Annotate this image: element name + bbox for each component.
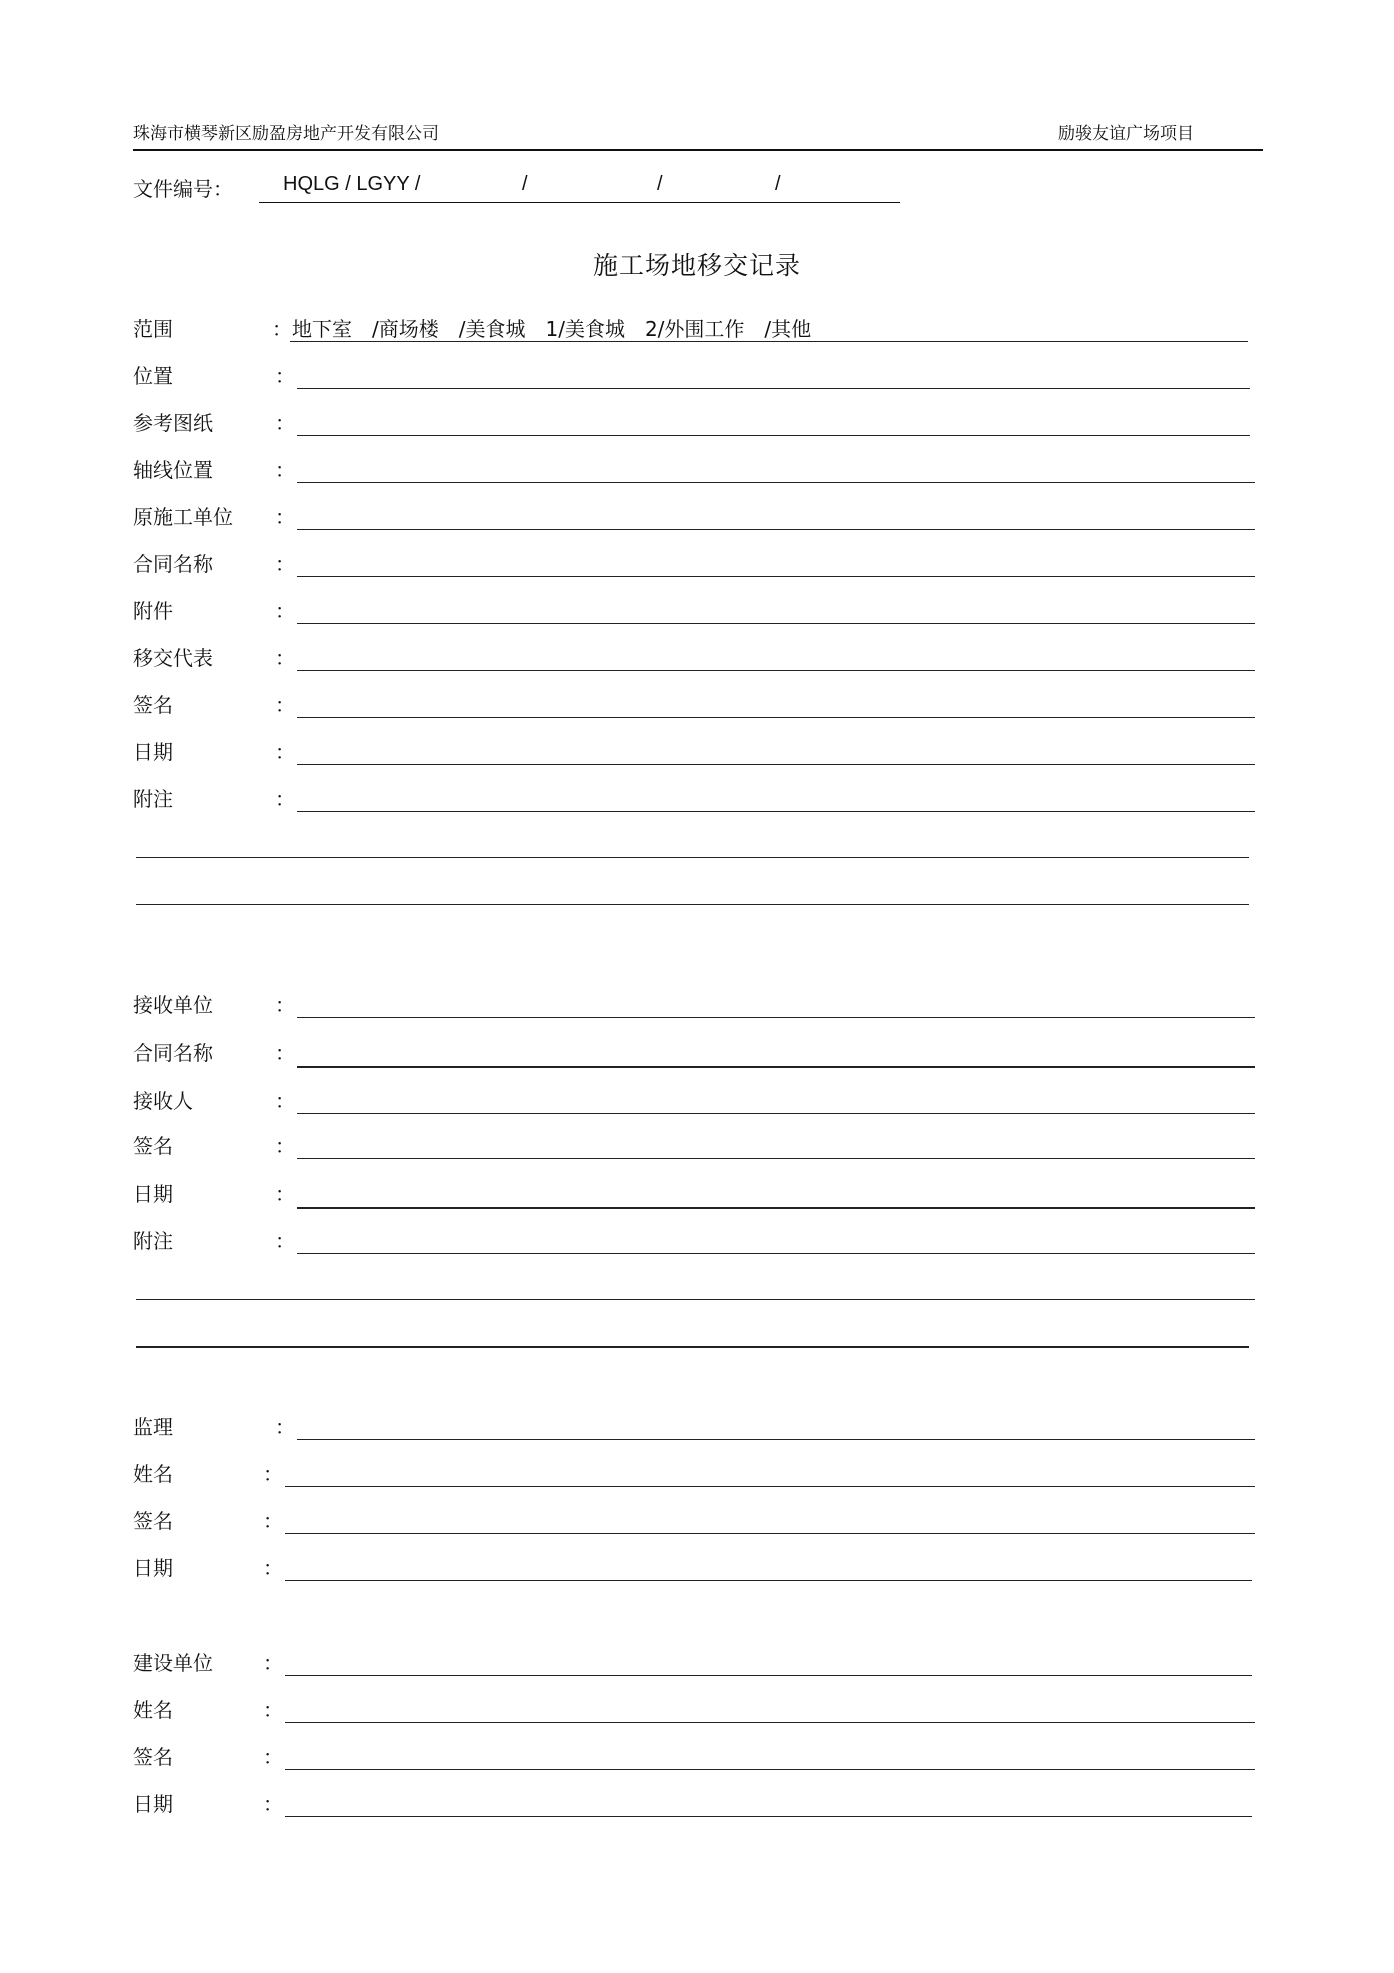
receiving-date-input-line[interactable] [297,1207,1255,1209]
field-label-reference-drawing: 参考图纸 [133,411,213,435]
field-label-supervisor: 监理 [133,1415,173,1439]
page-title: 施工场地移交记录 [592,251,801,280]
field-colon: ： [275,646,295,670]
field-label-name: 姓名 [133,1698,173,1722]
handover-signature-input-line[interactable] [297,717,1255,718]
project-name: 励骏友谊广场项目 [1058,124,1194,144]
field-label-original-contractor: 原施工单位 [133,505,233,529]
field-colon: ： [275,1182,295,1206]
receiving-remarks-extra-line[interactable] [136,1346,1249,1348]
receiving-contract-name-input-line[interactable] [297,1066,1255,1068]
field-label-handover-representative: 移交代表 [133,646,213,670]
field-label-location: 位置 [133,364,173,388]
field-colon: ： [275,599,295,623]
scope-underline [290,341,1248,342]
field-label-remarks: 附注 [133,1229,173,1253]
doc-number-prefix: HQLG / LGYY / [283,173,421,195]
field-colon: ： [275,458,295,482]
field-colon: ： [263,1651,283,1675]
field-label-date: 日期 [133,1792,173,1816]
field-colon: ： [275,993,295,1017]
field-label-signature: 签名 [133,1134,173,1158]
field-label-receiver: 接收人 [133,1089,193,1113]
field-label-date: 日期 [133,740,173,764]
field-label-developer: 建设单位 [133,1651,213,1675]
field-colon: ： [275,411,295,435]
field-colon: ： [275,552,295,576]
field-colon: ： [263,1462,283,1486]
field-label-signature: 签名 [133,1745,173,1769]
handover-remarks-input-line[interactable] [297,811,1255,812]
doc-number-underline [259,202,900,203]
header-divider [133,149,1263,151]
field-colon: ： [275,364,295,388]
field-colon: ： [275,1041,295,1065]
doc-number-slash: / [775,173,781,195]
supervisor-name-input-line[interactable] [285,1486,1255,1487]
field-colon: ： [263,1745,283,1769]
field-colon: ： [275,1415,295,1439]
doc-number-label: 文件编号： [133,177,233,201]
supervisor-input-line[interactable] [297,1439,1255,1440]
developer-date-input-line[interactable] [285,1816,1252,1817]
developer-input-line[interactable] [285,1675,1252,1676]
field-colon: ： [275,505,295,529]
field-colon: ： [275,1229,295,1253]
contract-name-input-line[interactable] [297,576,1255,577]
field-label-attachment: 附件 [133,599,173,623]
field-colon: ： [275,787,295,811]
field-colon: ： [263,1698,283,1722]
handover-remarks-extra-line[interactable] [136,904,1249,905]
field-label-contract-name: 合同名称 [133,552,213,576]
field-colon: ： [263,1556,283,1580]
doc-number-slash: / [522,173,528,195]
receiving-unit-input-line[interactable] [297,1017,1255,1018]
field-label-axis-position: 轴线位置 [133,458,213,482]
field-label-name: 姓名 [133,1462,173,1486]
receiving-signature-input-line[interactable] [297,1158,1255,1159]
doc-number-slash: / [657,173,663,195]
axis-position-input-line[interactable] [297,482,1255,483]
field-colon: ： [275,693,295,717]
field-colon: ： [275,740,295,764]
field-label-date: 日期 [133,1182,173,1206]
developer-signature-input-line[interactable] [285,1769,1255,1770]
company-name: 珠海市横琴新区励盈房地产开发有限公司 [133,124,439,144]
developer-name-input-line[interactable] [285,1722,1255,1723]
supervisor-signature-input-line[interactable] [285,1533,1255,1534]
field-colon: ： [263,1509,283,1533]
original-contractor-input-line[interactable] [297,529,1255,530]
field-label-remarks: 附注 [133,787,173,811]
field-label-date: 日期 [133,1556,173,1580]
field-label-signature: 签名 [133,693,173,717]
attachment-input-line[interactable] [297,623,1255,624]
field-label-signature: 签名 [133,1509,173,1533]
field-label-receiving-unit: 接收单位 [133,993,213,1017]
supervisor-date-input-line[interactable] [285,1580,1252,1581]
location-input-line[interactable] [297,388,1250,389]
field-colon: ： [275,1134,295,1158]
field-colon: ： [275,1089,295,1113]
receiving-remarks-extra-line[interactable] [136,1299,1255,1300]
scope-options: ：地下室 /商场楼 /美食城 1/美食城 2/外围工作 /其他 [272,317,812,341]
handover-representative-input-line[interactable] [297,670,1255,671]
field-label-contract-name: 合同名称 [133,1041,213,1065]
handover-remarks-extra-line[interactable] [136,857,1249,858]
field-colon: ： [263,1792,283,1816]
field-label-scope: 范围 [133,317,173,341]
receiving-remarks-input-line[interactable] [297,1253,1255,1254]
receiver-input-line[interactable] [297,1113,1255,1114]
reference-drawing-input-line[interactable] [297,435,1250,436]
handover-date-input-line[interactable] [297,764,1255,765]
